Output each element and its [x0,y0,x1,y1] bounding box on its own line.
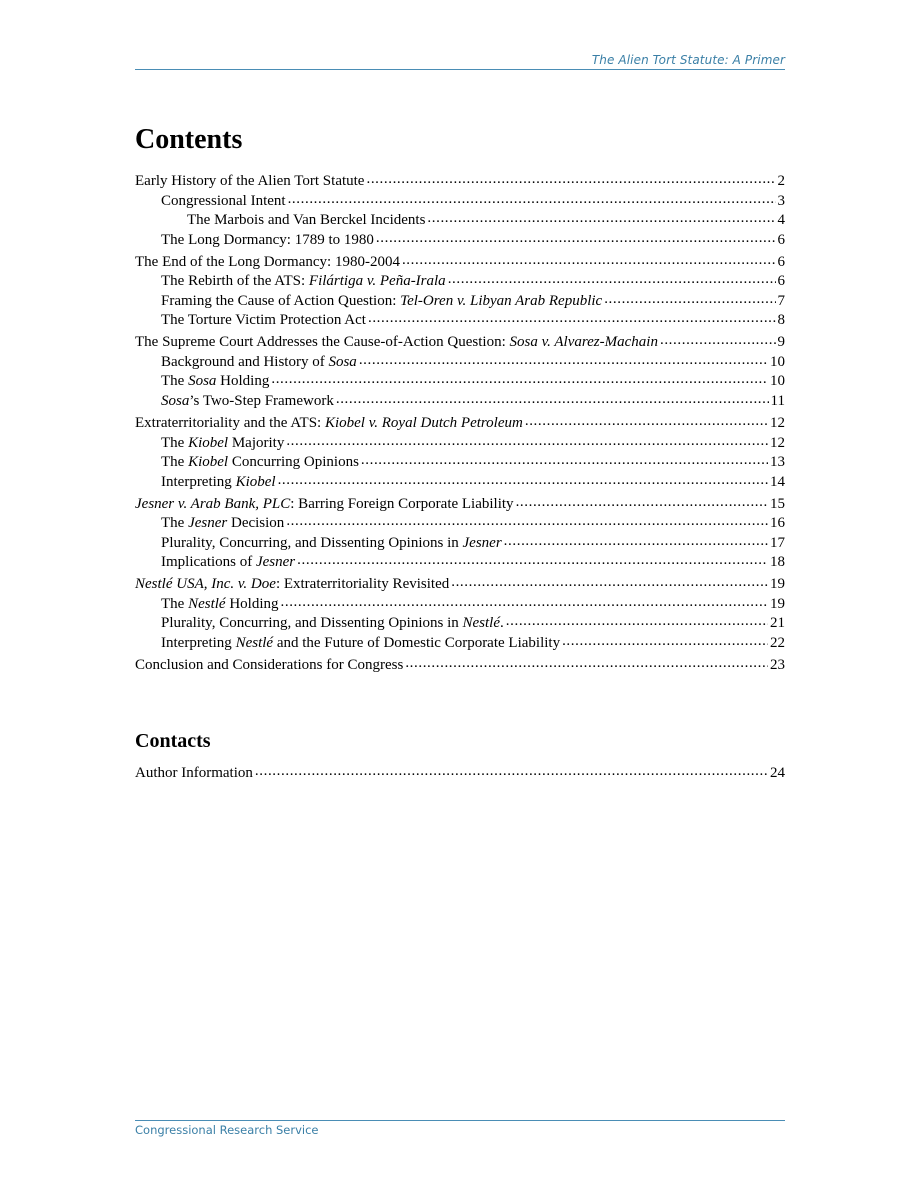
toc-page-number: 17 [770,534,785,551]
toc-entry-title-text: Author Information [135,765,253,781]
dot-leader [297,554,768,566]
toc-page-number: 23 [770,657,785,674]
toc-entry[interactable] [135,392,785,412]
dot-leader [504,535,768,547]
toc-entry-title [135,656,403,676]
dot-leader [359,354,768,366]
toc-entry-title-italic: Kiobel [188,434,229,451]
toc-entry-title [135,333,658,353]
running-header-title: The Alien Tort Statute: A Primer [591,53,785,67]
toc-page-number: 13 [770,454,785,471]
toc-page-number: 4 [777,212,785,228]
toc-page-number: 21 [770,615,785,632]
toc-entry-title-text: The End of the Long Dormancy: 1980-2004 [135,253,400,270]
toc-entry[interactable] [135,292,785,312]
toc-page-number: 15 [770,495,785,512]
toc-entry-title-text: Interpreting [161,473,236,490]
toc-entry-title-text: Concurring Opinions [228,454,359,471]
toc-entry-title-text: The Marbois and Van Berckel Incidents [187,212,426,228]
toc-entry-title-text: Holding [225,595,279,612]
dot-leader [271,373,768,385]
toc-entry-title [161,453,359,473]
dot-leader [278,474,768,486]
toc-entry-title [161,372,269,392]
toc-entry-title-italic: Nestlé [235,634,274,651]
toc-page-number: 6 [777,273,785,290]
toc-entry-title [161,553,295,573]
toc-page-number: 9 [777,334,785,351]
toc-entry-title-text: Framing the Cause of Action Question: [161,292,401,309]
toc-entry[interactable] [135,495,785,515]
toc-entry[interactable] [135,534,785,554]
dot-leader [281,596,769,608]
dot-leader [286,435,768,447]
footer-rule [135,1120,785,1121]
toc-entry-title [161,392,334,412]
toc-entry-title [161,311,366,331]
dot-leader [288,193,776,205]
header-rule [135,69,785,70]
toc-entry-title [135,414,523,434]
toc-entry-title [161,434,284,454]
toc-entry-title [161,514,284,534]
toc-entry[interactable] [135,211,785,231]
toc-entry-title-italic: Kiobel [235,473,276,490]
toc-entry-title-text: Congressional Intent [161,192,286,209]
toc-entry-title-text: Plurality, Concurring, and Dissenting Opinions in [161,534,463,551]
toc-page-number: 6 [777,231,785,248]
toc-page-number: 19 [770,595,785,612]
dot-leader [506,615,768,627]
dot-leader [516,496,768,508]
toc-entry-title-text: . [500,615,504,632]
toc-entry-title [135,764,253,784]
toc-page-number: 2 [777,173,785,189]
toc-entry-title-italic: Sosa v. Alvarez-Machain [509,334,658,351]
toc-entry-title [161,473,276,493]
toc-entry[interactable] [135,172,785,192]
toc-entry-title-italic: Kiobel [188,454,229,471]
toc-entry[interactable] [135,372,785,392]
toc-entry-title [135,575,449,595]
toc-page-number: 22 [770,634,785,651]
toc-entry[interactable] [135,272,785,292]
toc-entry-title-text: The [161,515,189,532]
toc-entry-title-italic: Jesner [255,554,296,571]
toc-entry-title-italic: Filártiga v. Peña-Irala [308,273,446,290]
toc-entry-title-italic: Jesner [462,534,502,551]
toc-page-number: 14 [770,473,785,490]
dot-leader [255,765,768,777]
toc-entry-title [135,495,514,515]
toc-entry-title [161,634,560,654]
toc-entry[interactable] [135,614,785,634]
toc-entry[interactable] [135,434,785,454]
toc-entry-title-italic: Sosa [161,392,190,409]
toc-entry-title [161,292,602,312]
toc-entry-title-italic: Sosa [328,353,357,370]
toc-entry[interactable] [135,192,785,212]
toc-entry[interactable] [135,311,785,331]
toc-entry[interactable] [135,595,785,615]
toc-entry-title-italic: Jesner v. Arab Bank, PLC [135,495,291,512]
dot-leader [525,415,768,427]
dot-leader [562,635,768,647]
toc-entry-title-text: and the Future of Domestic Corporate Liability [273,634,561,651]
toc-page-number: 10 [770,373,785,390]
toc-entry-title-text: : Extraterritoriality Revisited [275,576,450,593]
dot-leader [604,293,775,305]
toc-entry-title-text: Implications of [161,554,256,571]
toc-entry-title [161,614,504,634]
toc-entry-title-text: Early History of the Alien Tort Statute [135,173,365,189]
toc-page-number: 11 [770,392,785,409]
toc-entry-title-text: The Rebirth of the ATS: [161,273,309,290]
toc-entry-title-text: The Long Dormancy: 1789 to 1980 [161,231,374,248]
dot-leader [286,515,768,527]
toc-entry-title-text: The [161,373,189,390]
toc-entry-title-text: Decision [227,515,285,532]
toc-page-number: 12 [770,415,785,432]
toc-entry-title-text: Holding [216,373,270,390]
toc-entry[interactable] [135,333,785,353]
toc-entry-title-italic: Jesner [188,515,228,532]
contacts-heading: Contacts [135,730,211,752]
toc-entry[interactable] [135,231,785,251]
dot-leader [660,334,776,346]
toc-entry-title [161,353,357,373]
dot-leader [368,312,776,324]
toc-entry-title-text: Interpreting [161,634,236,651]
toc-entry-title-italic: Tel-Oren v. Libyan Arab Republic [400,292,603,309]
dot-leader [448,273,776,285]
toc-entry[interactable] [135,553,785,573]
toc-entry-title-text: The [161,454,189,471]
toc-entry-title-text: The [161,595,189,612]
dot-leader [405,657,768,669]
toc-page-number: 12 [770,434,785,451]
toc-entry-title-text: The Torture Victim Protection Act [161,312,366,329]
contacts-list [135,764,785,784]
toc-page-number: 18 [770,554,785,571]
dot-leader [361,454,768,466]
toc-entry-title-text: The Supreme Court Addresses the Cause-of-Action Question: [135,334,510,351]
toc-page-number: 16 [770,515,785,532]
contents-heading: Contents [135,124,243,155]
toc-entry[interactable] [135,414,785,434]
toc-entry-title-italic: Sosa [188,373,217,390]
toc-entry-title-italic: Kiobel v. Royal Dutch Petroleum [324,415,523,432]
toc-page-number: 19 [770,576,785,593]
toc-page-number: 3 [777,192,785,209]
toc-page-number: 7 [777,292,785,309]
footer-label: Congressional Research Service [135,1123,319,1137]
toc-entry-title-italic: Nestlé [188,595,226,612]
toc-entry-title-italic: Nestlé USA, Inc. v. Doe [135,576,276,593]
dot-leader [451,576,768,588]
toc-entry-title-text: Majority [228,434,285,451]
toc-entry-title [161,272,446,292]
toc-entry-title [135,253,400,273]
toc-entry[interactable] [135,253,785,273]
toc-entry-title-italic: Nestlé [462,615,501,632]
toc-entry[interactable] [135,453,785,473]
toc-entry[interactable] [135,353,785,373]
toc-entry[interactable] [135,764,785,784]
toc-entry-title-text: Conclusion and Considerations for Congress [135,657,404,674]
toc-entry[interactable] [135,634,785,654]
dot-leader [366,173,775,185]
dot-leader [402,254,776,266]
toc-entry-title [187,211,425,231]
toc-entry[interactable] [135,473,785,493]
dot-leader [427,212,775,224]
toc-entry-title-text: Plurality, Concurring, and Dissenting Opinions in [161,615,463,632]
toc-entry-title-text: ’s Two-Step Framework [189,392,334,409]
toc-entry-title [135,172,364,192]
toc-page-number: 8 [777,312,785,329]
toc-entry-title-text: The [161,434,189,451]
toc-page-number: 6 [777,253,785,270]
toc-entry-title [161,534,502,554]
toc-entry-title [161,595,279,615]
toc-entry-title-text: Background and History of [161,353,329,370]
toc-entry[interactable] [135,575,785,595]
dot-leader [336,393,769,405]
table-of-contents [135,172,785,676]
toc-entry[interactable] [135,514,785,534]
dot-leader [376,232,776,244]
toc-page-number: 24 [770,765,785,781]
toc-entry-title-text: Extraterritoriality and the ATS: [135,415,325,432]
toc-entry[interactable] [135,656,785,676]
toc-entry-title [161,192,286,212]
toc-entry-title-text: : Barring Foreign Corporate Liability [290,495,514,512]
toc-entry-title [161,231,374,251]
toc-page-number: 10 [770,353,785,370]
